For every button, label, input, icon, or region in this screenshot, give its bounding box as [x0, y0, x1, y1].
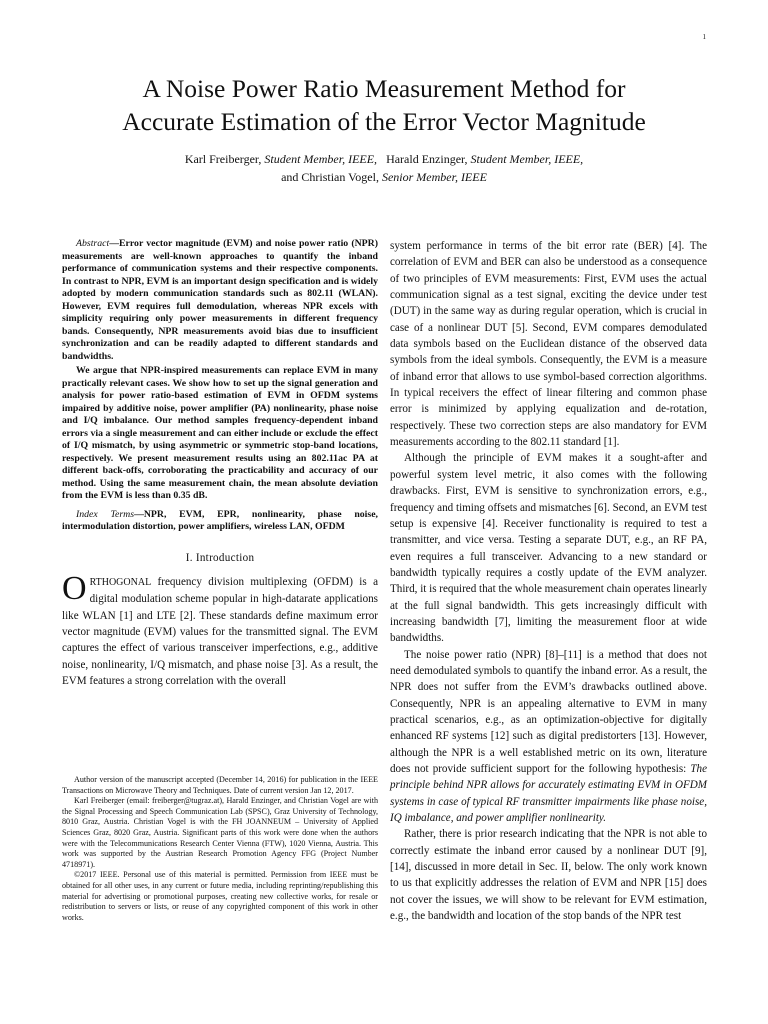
- footnotes: [62, 775, 378, 923]
- author-name: and Christian Vogel,: [281, 170, 379, 184]
- abstract-paragraph-2: We argue that NPR-inspired measurements can replace EVM in many practically relevant cases. We show how to set up the signal generation and analysis for power ratio-based estimation of EVM in OFDM systems impaired by additive noise, power amplifier (PA) nonlinearity, phase noise and I/Q imbalance. Our method samples frequency-dependent inband errors via a single measurement and can either include or exclude the effect of I/Q mismatch, by using asymmetric or symmetric stop-band locations, respectively. We present measurement results using an 802.11ac PA at different back-offs, corroborating the practicability and accuracy of our method. Using the same measurement chain, the mean absolute deviation from the EVM is less than 0.35 dB.: [62, 365, 378, 501]
- title-line-1: A Noise Power Ratio Measurement Method for: [142, 74, 626, 103]
- author-affiliation: Senior Member, IEEE: [381, 170, 487, 184]
- section-heading-introduction: I. Introduction: [185, 551, 255, 564]
- footnote-copyright: ©2017 IEEE. Personal use of this material is permitted. Permission from IEEE must be obtained for all other uses, in any current or future media, including reprinting/republishing this material for advertising or promotional purposes, creating new collective works, for resale or redistribution to servers or lists, or reuse of any copyrighted component of this work in other works.: [62, 870, 378, 922]
- intro-first-word: ORTHOGONAL: [62, 569, 152, 607]
- hypothesis-text: The principle behind NPR allows for accurately estimating EVM in OFDM systems in case of typical RF transmitter impairments like phase noise, IQ imbalance, and power amplifier nonlinearity.: [390, 763, 707, 825]
- abstract-text-1: —Error vector magnitude (EVM) and noise power ratio (NPR) measurements are well-known approaches to quantify the inband performance of communication systems and their respective components. In contrast to NPR, EVM is an important design specification and is widely adopted by modern communication standards such as 802.11 (WLAN). However, EVM requires full demodulation, whereas NPR excels with simplicity requiring only power measurements in different frequency bands. Consequently, NPR measurements avoid bias due to insufficient synchronization and can be readily adapted to different standards and bandwidths.: [62, 238, 378, 362]
- body-text: The noise power ratio (NPR) [8]–[11] is a method that does not need demodulated symbols to quantify the inband error. As a result, the NPR does not suffer from the EVM’s drawbacks outlined above. Consequently, NPR is an appealing alternative to EVM in many practical scenarios, e.g., as an optimization-objective for digitally enhanced RF systems [12] such as digital predistorters [13]. However, although the NPR is a well established metric on its own, literature does not provide sufficient support for the following hypothesis:: [390, 648, 707, 775]
- paper-title: [0, 72, 768, 138]
- author-name: Harald Enzinger,: [386, 152, 468, 166]
- abstract-paragraph-1: [62, 238, 378, 363]
- author-affiliation: Student Member, IEEE,: [470, 152, 584, 166]
- index-terms-text: —NPR, EVM, EPR, nonlinearity, phase noise, intermodulation distortion, power amplifiers, wireless LAN, OFDM: [62, 508, 378, 532]
- index-terms-label: Index Terms: [76, 508, 135, 520]
- right-column: [390, 238, 707, 924]
- index-terms: [62, 509, 378, 534]
- left-column: [62, 238, 378, 689]
- body-paragraph: system performance in terms of the bit error rate (BER) [4]. The correlation of EVM and BER can also be understood as a consequence of two principles of EVM measurements: First, EVM uses the actual communication signal as a test signal, exciting the device under test (DUT) in the same way as during regular operation, which is crucial in case of a nonlinear DUT [5]. Second, EVM compares demodulated data symbols based on the Euclidean distance of the observed data symbols from the ideal symbols. Consequently, the EVM is a measure of inband error that allows to use symbol-based correction algorithms. In typical receivers the effect of linear filtering and common phase error is minimized by applying equalization and de-rotation, respectively. These two correction steps are also mandatory for EVM measurements according to the 802.11 standard [1].: [390, 240, 707, 449]
- page-number: 1: [702, 33, 706, 41]
- intro-paragraph: [62, 569, 378, 689]
- author-name: Karl Freiberger,: [184, 152, 262, 166]
- author-line-1: [0, 150, 768, 168]
- body-paragraph: Although the principle of EVM makes it a sought-after and powerful system level metric, it also comes with the following drawbacks. First, EVM is sensitive to synchronization errors, e.g., frequency and timing offsets and mismatches [6]. Second, an EVM test setup is expensive [4]. Receiver functionality is required to test a transmitter, and vice versa. Testing a separate DUT, e.g., an RF PA, even requires a full transceiver. Advancing to a new standard or bandwidth typically requires a costly update of the EVM analyzer. Third, it is required that the whole measurement chain operates linearly at the full signal bandwidth. This gets increasingly difficult with increasing bandwidth [7], limiting the measurement floor at wide bandwidths.: [390, 452, 707, 645]
- title-line-2: Accurate Estimation of the Error Vector Magnitude: [122, 107, 646, 136]
- footnote-affiliations: Karl Freiberger (email: freiberger@tugraz.at), Harald Enzinger, and Christian Vogel are with the Signal Processing and Speech Communication Lab (SPSC), Graz University of Technology, 8010 Graz, Austria. Christian Vogel is with the FH JOANNEUM – University of Applied Sciences Graz, 8020 Graz, Austria. Significant parts of this work were done when the authors were with the Telecommunications Research Center Vienna (FTW), 1020 Vienna, Austria. This work was supported by the Austrian Research Promotion Agency FFG (Project Number 4718971).: [62, 796, 378, 869]
- author-affiliation: Student Member, IEEE,: [264, 152, 378, 166]
- body-paragraph: Rather, there is prior research indicating that the NPR is not able to correctly estimate the inband error caused by a nonlinear DUT [9], [14], discussed in more detail in Sec. II, below. The only work known to us that explicitly addresses the relation of EVM and NPR [15] does not cover the issues, we will show to be relevant for EVM estimation, e.g., the bandwidth and location of the stop bands of the NPR test: [390, 828, 707, 923]
- abstract-label: Abstract: [76, 238, 110, 249]
- footnote-manuscript: Author version of the manuscript accepted (December 14, 2016) for publication in the IEEE Transactions on Microwave Theory and Techniques. Date of current version Jan 12, 2017.: [62, 775, 378, 795]
- author-block: [0, 150, 768, 186]
- author-line-2: [0, 168, 768, 186]
- body-paragraph: [390, 647, 707, 827]
- intro-text: frequency division multiplexing (OFDM) is a digital modulation scheme popular in high-datarate applications like WLAN [1] and LTE [2]. These standards define maximum error vector magnitude (EVM) values for the transmitted signal. The EVM captures the effect of various transceiver imperfections, e.g., additive noise, nonlinearity, I/Q mismatch, and phase noise [3]. As a result, the EVM features a strong correlation with the overall: [62, 575, 378, 687]
